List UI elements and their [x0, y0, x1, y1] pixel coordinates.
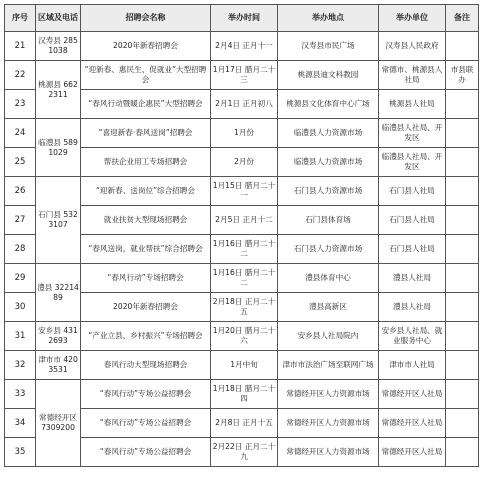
cell-note: 市县联办	[446, 61, 479, 90]
cell-time: 1月18日 腊月二十四	[211, 380, 278, 409]
cell-note	[446, 119, 479, 148]
cell-note	[446, 148, 479, 177]
cell-name: “春风行动”专场公益招聘会	[81, 380, 211, 409]
cell-area: 常德经开区 7309200	[36, 380, 81, 467]
cell-name: “产业立县，乡村振兴”专场招聘会	[81, 322, 211, 351]
cell-place: 津市市法治广场至联网广场	[278, 351, 379, 380]
cell-no: 30	[5, 293, 36, 322]
table-row	[5, 32, 479, 61]
cell-note	[446, 438, 479, 467]
cell-org: 常德经开区人社局	[379, 380, 446, 409]
cell-no: 24	[5, 119, 36, 148]
cell-time: 2月5日 正月十二	[211, 206, 278, 235]
cell-place: 桃源县文化体育中心广场	[278, 90, 379, 119]
cell-area: 安乡县 4312693	[36, 322, 81, 351]
cell-name: 2020年新春招聘会	[81, 293, 211, 322]
cell-name: 春风行动大型现场招聘会	[81, 351, 211, 380]
table-row	[5, 119, 479, 148]
cell-time: 1月20日 腊月二十六	[211, 322, 278, 351]
cell-no: 23	[5, 90, 36, 119]
table-row	[5, 61, 479, 90]
cell-time: 2月18日 正月二十五	[211, 293, 278, 322]
cell-note	[446, 32, 479, 61]
cell-org: 石门县人社局	[379, 235, 446, 264]
cell-org: 石门县人社局	[379, 206, 446, 235]
cell-time: 2月4日 正月十一	[211, 32, 278, 61]
cell-name: “春风行动”专场公益招聘会	[81, 438, 211, 467]
header-org: 举办单位	[379, 5, 446, 32]
cell-org: 石门县人社局	[379, 177, 446, 206]
cell-note	[446, 322, 479, 351]
cell-place: 常德经开区人力资源市场	[278, 409, 379, 438]
header-name: 招聘会名称	[81, 5, 211, 32]
cell-note	[446, 264, 479, 293]
header-note: 备注	[446, 5, 479, 32]
cell-name: “春风行动暨暖企惠民”大型招聘会	[81, 90, 211, 119]
cell-note	[446, 177, 479, 206]
cell-place: 澧县高新区	[278, 293, 379, 322]
header-time: 举办时间	[211, 5, 278, 32]
table-row	[5, 351, 479, 380]
cell-area: 石门县 5323107	[36, 177, 81, 264]
cell-place: 常德经开区人力资源市场	[278, 380, 379, 409]
table-row	[5, 177, 479, 206]
cell-name: “春风送岗，就业帮扶”综合招聘会	[81, 235, 211, 264]
cell-place: 石门县人力资源市场	[278, 235, 379, 264]
cell-note	[446, 409, 479, 438]
cell-name: “迎新春、送岗位”综合招聘会	[81, 177, 211, 206]
cell-place: 临澧县人力资源市场	[278, 119, 379, 148]
cell-area: 汉寿县 2851038	[36, 32, 81, 61]
cell-no: 33	[5, 380, 36, 409]
cell-time: 1月中旬	[211, 351, 278, 380]
cell-org: 津市市人社局	[379, 351, 446, 380]
header-place: 举办地点	[278, 5, 379, 32]
cell-time: 1月17日 腊月二十三	[211, 61, 278, 90]
cell-org: 临澧县人社局、开发区	[379, 148, 446, 177]
cell-time: 2月8日 正月十五	[211, 409, 278, 438]
cell-area: 津市市 4203531	[36, 351, 81, 380]
cell-no: 21	[5, 32, 36, 61]
job-fair-table	[4, 4, 479, 467]
header-row	[5, 5, 479, 32]
cell-name: “喜迎新春·春风送岗”招聘会	[81, 119, 211, 148]
cell-org: 常德市、桃源县人社局	[379, 61, 446, 90]
header-area: 区域及电话	[36, 5, 81, 32]
cell-name: 2020年新春招聘会	[81, 32, 211, 61]
cell-no: 35	[5, 438, 36, 467]
cell-place: 常德经开区人力资源市场	[278, 438, 379, 467]
cell-org: 常德经开区人社局	[379, 438, 446, 467]
cell-time: 2月份	[211, 148, 278, 177]
table-row	[5, 380, 479, 409]
cell-place: 安乡县人社局院内	[278, 322, 379, 351]
cell-no: 22	[5, 61, 36, 90]
cell-name: 就业扶贫大型现场招聘会	[81, 206, 211, 235]
cell-note	[446, 206, 479, 235]
cell-place: 石门县体育场	[278, 206, 379, 235]
cell-org: 安乡县人社局、就业服务中心	[379, 322, 446, 351]
cell-no: 25	[5, 148, 36, 177]
cell-org: 汉寿县人民政府	[379, 32, 446, 61]
cell-no: 26	[5, 177, 36, 206]
cell-area: 临澧县 5891029	[36, 119, 81, 177]
header-no: 序号	[5, 5, 36, 32]
cell-place: 澧县体育中心	[278, 264, 379, 293]
cell-time: 2月1日 正月初八	[211, 90, 278, 119]
cell-note	[446, 90, 479, 119]
cell-place: 临澧县人力资源市场	[278, 148, 379, 177]
cell-time: 2月22日 正月二十九	[211, 438, 278, 467]
cell-place: 石门县人力资源市场	[278, 177, 379, 206]
cell-org: 临澧县人社局、开发区	[379, 119, 446, 148]
cell-note	[446, 380, 479, 409]
cell-org: 澧县人社局	[379, 264, 446, 293]
cell-no: 27	[5, 206, 36, 235]
cell-no: 34	[5, 409, 36, 438]
cell-time: 1月16日 腊月二十二	[211, 264, 278, 293]
cell-area: 澧县 3221489	[36, 264, 81, 322]
cell-place: 桃源县迪文科教园	[278, 61, 379, 90]
table-row	[5, 264, 479, 293]
cell-org: 澧县人社局	[379, 293, 446, 322]
cell-note	[446, 293, 479, 322]
cell-no: 29	[5, 264, 36, 293]
cell-place: 汉寿县市民广场	[278, 32, 379, 61]
table-row	[5, 322, 479, 351]
cell-org: 桃源县人社局	[379, 90, 446, 119]
cell-org: 常德经开区人社局	[379, 409, 446, 438]
cell-note	[446, 235, 479, 264]
cell-time: 1月15日 腊月二十一	[211, 177, 278, 206]
cell-no: 28	[5, 235, 36, 264]
cell-name: “春风行动”专场公益招聘会	[81, 409, 211, 438]
cell-no: 31	[5, 322, 36, 351]
cell-time: 1月16日 腊月二十二	[211, 235, 278, 264]
cell-note	[446, 351, 479, 380]
cell-time: 1月份	[211, 119, 278, 148]
cell-name: 帮扶企业用工专场招聘会	[81, 148, 211, 177]
cell-no: 32	[5, 351, 36, 380]
cell-name: “春风行动”专场招聘会	[81, 264, 211, 293]
cell-name: “迎新春、惠民生、促就业”大型招聘会	[81, 61, 211, 90]
cell-area: 桃源县 6622311	[36, 61, 81, 119]
